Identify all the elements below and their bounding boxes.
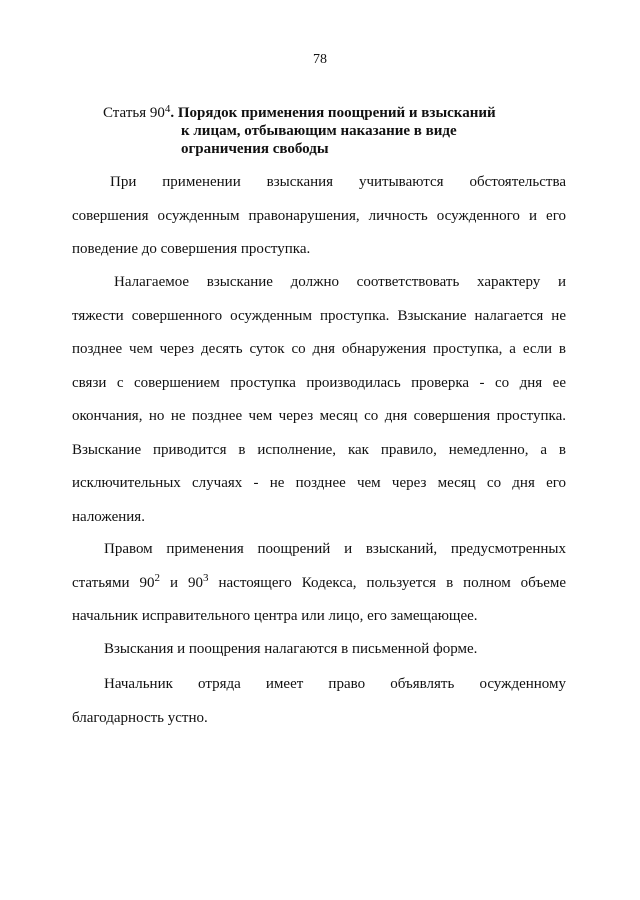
paragraph-3-line-2-part-c: настоящего Кодекса, пользуется в полном объеме — [208, 574, 567, 591]
paragraph-1-line-3: поведение до совершения проступка. — [72, 241, 311, 257]
paragraph-3 — [72, 533, 566, 634]
article-heading — [103, 104, 583, 158]
paragraph-2-line-4: связи с совершением проступка производилась проверка - со дня ее — [72, 374, 566, 391]
paragraph-2-line-6: Взыскание приводится в исполнение, как правило, немедленно, а в — [72, 441, 566, 458]
paragraph-2 — [72, 266, 566, 534]
article-ref-superscript-1: 2 — [154, 571, 160, 584]
paragraph-1-line-2: совершения осужденным правонарушения, личность осужденного и его — [72, 207, 566, 224]
paragraph-4 — [72, 633, 566, 667]
paragraph-3-line-2-part-b: и 90 — [159, 574, 203, 591]
article-title-line-3: ограничения свободы — [181, 141, 329, 157]
paragraph-2-line-1: Налагаемое взыскание должно соответствовать характеру и — [114, 274, 566, 290]
paragraph-2-line-5: окончания, но не позднее чем через месяц со дня совершения проступка. — [72, 408, 566, 424]
paragraph-3-line-1: Правом применения поощрений и взысканий, предусмотренных — [104, 541, 566, 557]
paragraph-5 — [72, 668, 566, 735]
article-title-line-1: . Порядок применения поощрений и взысканий — [170, 105, 496, 121]
paragraph-1 — [72, 166, 566, 267]
paragraph-5-line-1: Начальник отряда имеет право объявлять осужденному — [104, 676, 566, 692]
paragraph-5-line-2: благодарность устно. — [72, 709, 208, 726]
article-ref-superscript-2: 3 — [203, 571, 209, 584]
article-number-superscript: 4 — [164, 103, 171, 115]
paragraph-2-line-2: тяжести совершенного осужденным проступка. Взыскание налагается не — [72, 307, 566, 324]
article-number: Статья 90 — [103, 105, 165, 121]
paragraph-2-line-8: наложения. — [72, 508, 145, 525]
article-title-line-2: к лицам, отбывающим наказание в виде — [181, 123, 457, 139]
paragraph-3-line-2-part-a: статьями 90 — [72, 574, 155, 591]
article-heading-line-1 — [103, 104, 583, 122]
paragraph-2-line-7: исключительных случаях - не позднее чем через месяц со дня его — [72, 475, 566, 491]
paragraph-3-line-3: начальник исправительного центра или лицо, его замещающее. — [72, 608, 478, 624]
page-number: 78 — [313, 52, 327, 67]
paragraph-4-line-1: Взыскания и поощрения налагаются в письменной форме. — [104, 641, 478, 657]
paragraph-2-line-3: позднее чем через десять суток со дня обнаружения проступка, а если в — [72, 341, 566, 357]
paragraph-1-line-1: При применении взыскания учитываются обстоятельства — [110, 174, 566, 190]
paragraph-3-line-2 — [72, 567, 566, 601]
